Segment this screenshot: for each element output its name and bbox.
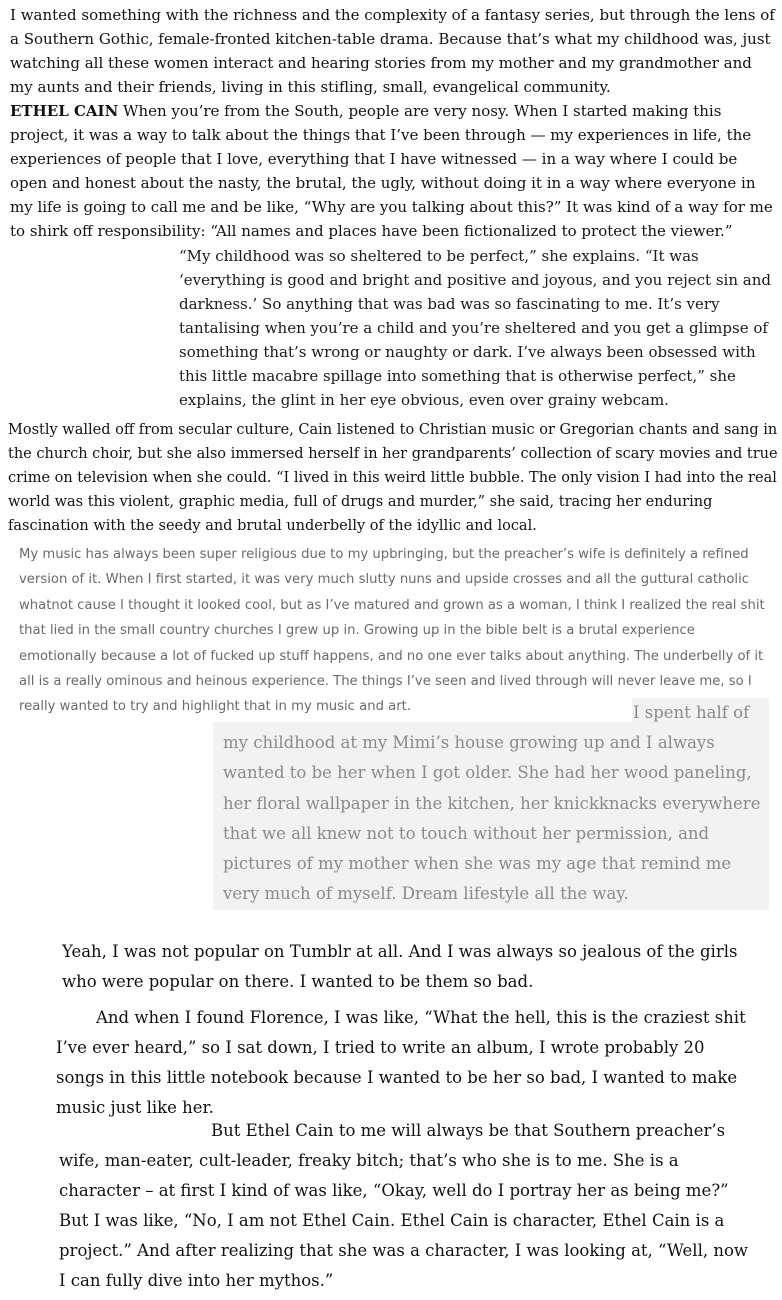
- mimi-quote-paragraph: I spent half of my childhood at my Mimi’s house growing up and I always wanted to be her when I got older. She had her wood paneling, her floral wallpaper in the kitchen, her knickknacks everywhere that we all knew not to touch without her permission, and pictures of my mother when she was my age that remind me very much of myself. Dream lifestyle all the way.: [223, 703, 761, 904]
- speaker-answer-text: When you’re from the South, people are very nosy. When I started making this project, it was a way to talk about the things that I’ve been through — my experiences in life, the experiences of people that I love, everything that I have witnessed — in a way where I could be open and honest about the nasty, the brutal, the ugly, without doing it in a way where everyone in my life is going to call me and be like, “Why are you talking about this?” It was kind of a way for me to shirk off responsibility: “All names and places have been fictionalized to protect the viewer.”: [10, 102, 773, 240]
- intro-paragraph: I wanted something with the richness and the complexity of a fantasy series, but through the lens of a Southern Gothic, female-fronted kitchen-table drama. Because that’s what my childhood was, just watching all these women interact and hearing stories from my mother and my grandmother and my aunts and their friends, living in this stifling, small, evangelical community.: [10, 6, 775, 96]
- tumblr-paragraph: Yeah, I was not popular on Tumblr at all. And I was always so jealous of the girls who were popular on there. I wanted to be them so bad.: [62, 942, 738, 991]
- florence-paragraph: And when I found Florence, I was like, “What the hell, this is the craziest shit I’ve ever heard,” so I sat down, I tried to write an album, I wrote probably 20 songs in this little notebook because I wanted to be her so bad, I wanted to make music just like her.: [56, 1008, 746, 1117]
- ethel-character-paragraph: But Ethel Cain to me will always be that Southern preacher’s wife, man-eater, cult-leader, freaky bitch; that’s who she is to me. She is a character – at first I kind of was like, “Okay, well do I portray her as being me?” But I was like, “No, I am not Ethel Cain. Ethel Cain is character, Ethel Cain is a project.” And after realizing that she was a character, I was looking at, “Well, now I can fully dive into her mythos.”: [59, 1121, 749, 1290]
- speaker-name: ETHEL CAIN: [10, 102, 119, 120]
- secular-culture-paragraph: Mostly walled off from secular culture, Cain listened to Christian music or Gregorian chants and sang in the church choir, but she also immersed herself in her grandparents’ collection of scary movies and true crime on television when she could. “I lived in this weird little bubble. The only vision I had into the real world was this violent, graphic media, full of drugs and murder,” she said, tracing her enduring fascination with the seedy and brutal underbelly of the idyllic and local.: [8, 422, 778, 534]
- religious-music-paragraph: My music has always been super religious due to my upbringing, but the preacher’s wife is definitely a refined version of it. When I first started, it was very much slutty nuns and upside crosses and all the guttural catholic whatnot cause I thought it looked cool, but as I’ve matured and grown as a woman, I think I realized the real shit that lied in the small country churches I grew up in. Growing up in the bible belt is a brutal experience emotionally because a lot of fucked up stuff happens, and no one ever talks about anything. The underbelly of it all is a really ominous and heinous experience. The things I’ve seen and lived through will never leave me, so I really wanted to try and highlight that in my music and art.: [19, 547, 765, 715]
- sheltered-quote-paragraph: “My childhood was so sheltered to be perfect,” she explains. “It was ‘everything is good and bright and positive and joyous, and you reject sin and darkness.’ So anything that was bad was so fascinating to me. It’s very tantalising when you’re a child and you’re sheltered and you get a glimpse of something that’s wrong or naughty or dark. I’ve always been obsessed with this little macabre spillage into something that is otherwise perfect,” she explains, the glint in her eye obvious, even over grainy webcam.: [179, 247, 771, 409]
- interview-answer-paragraph: [10, 99, 776, 243]
